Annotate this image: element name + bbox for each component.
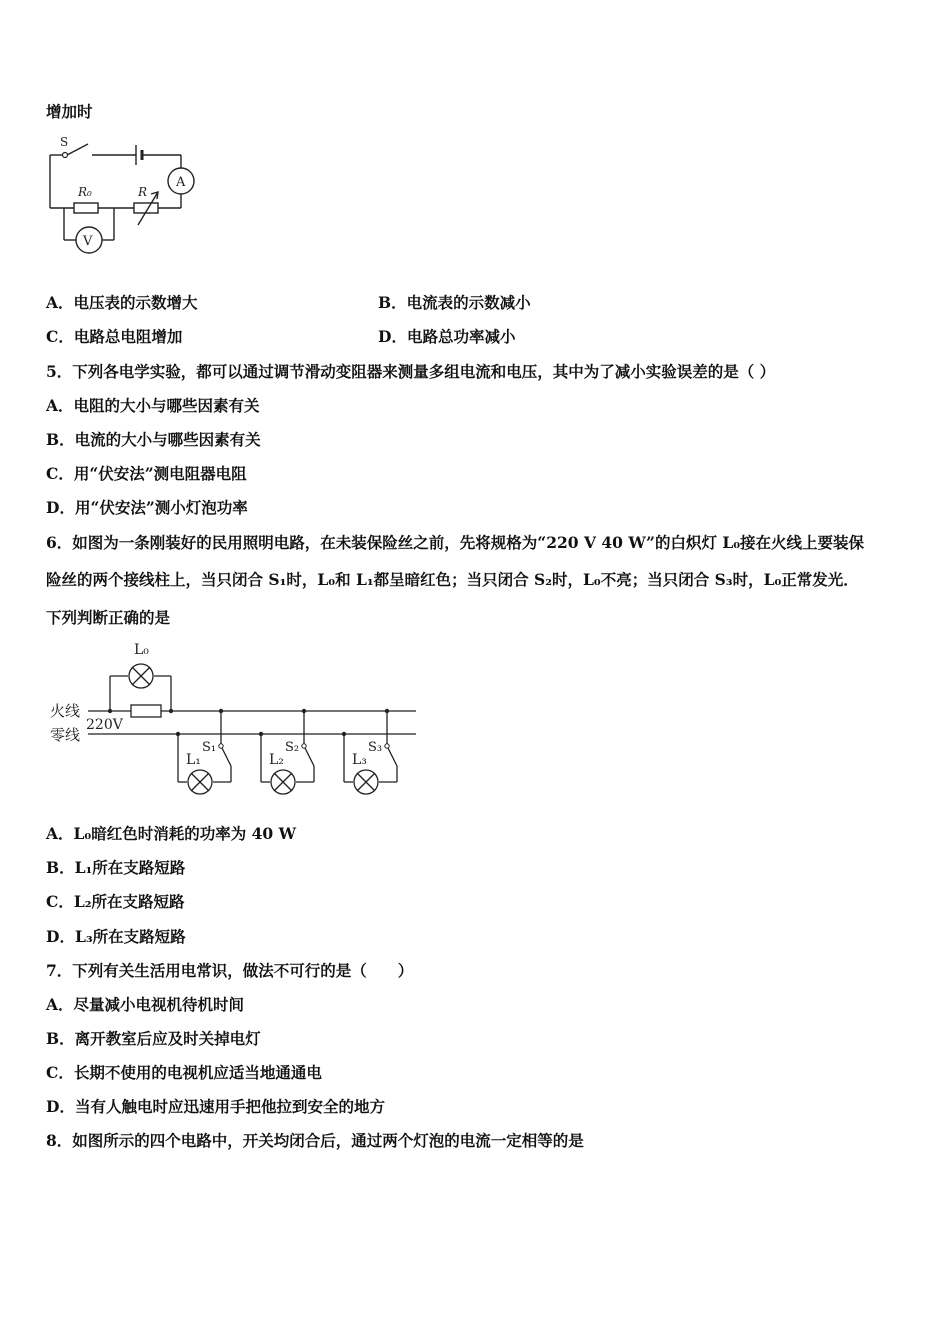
S2-label: S₂ xyxy=(285,740,300,755)
voltage-label: 220V xyxy=(86,717,123,733)
neutral-wire-label: 零线 xyxy=(50,726,81,744)
S1-label: S₁ xyxy=(202,740,217,755)
q6-stem-line3: 下列判断正确的是 xyxy=(46,608,171,627)
q5-option-b: B．电流的大小与哪些因素有关 xyxy=(46,430,261,449)
L2-label: L₂ xyxy=(269,752,284,768)
live-wire-label: 火线 xyxy=(50,702,81,720)
q4-option-c: C．电路总电阻增加 xyxy=(46,327,183,346)
q5-option-d: D．用“伏安法”测小灯泡功率 xyxy=(46,498,248,517)
branch-1 xyxy=(176,709,231,794)
q6-stem-line2: 险丝的两个接线柱上，当只闭合 S₁时，L₀和 L₁都呈暗红色；当只闭合 S₂时，L₀不亮；当只闭合 S₃时，L₀正常发光． xyxy=(46,570,859,589)
q5-option-c: C．用“伏安法”测电阻器电阻 xyxy=(46,464,247,483)
L3-label: L₃ xyxy=(352,752,367,768)
q6-option-b: B．L₁所在支路短路 xyxy=(46,858,186,877)
q7-option-d: D．当有人触电时应迅速用手把他拉到安全的地方 xyxy=(46,1097,385,1116)
q5-option-a: A．电阻的大小与哪些因素有关 xyxy=(46,396,260,415)
q5-stem: 5．下列各电学实验，都可以通过调节滑动变阻器来测量多组电流和电压，其中为了减小实验误差的是（ ） xyxy=(46,362,776,381)
q4-circuit-figure xyxy=(40,130,210,260)
ammeter-label: A xyxy=(176,175,186,190)
q6-stem-line1: 6．如图为一条刚装好的民用照明电路，在未装保险丝之前，先将规格为“220 V 40 W”的白炽灯 L₀接在火线上要装保 xyxy=(46,533,865,552)
q4-option-d: D．电路总功率减小 xyxy=(378,327,516,346)
q7-stem: 7．下列有关生活用电常识，做法不可行的是（ ） xyxy=(46,961,414,980)
q4-option-a: A．电压表的示数增大 xyxy=(46,293,198,312)
q6-option-c: C．L₂所在支路短路 xyxy=(46,892,185,911)
q7-option-a: A．尽量减小电视机待机时间 xyxy=(46,995,245,1014)
q6-option-d: D．L₃所在支路短路 xyxy=(46,927,186,946)
switch-label: S xyxy=(60,135,69,149)
q7-option-b: B．离开教室后应及时关掉电灯 xyxy=(46,1029,261,1048)
S3-label: S₃ xyxy=(368,740,383,755)
q6-wiring-figure xyxy=(46,636,426,801)
q6-option-a: A．L₀暗红色时消耗的功率为 40 W xyxy=(46,824,296,843)
q8-stem: 8．如图所示的四个电路中，开关均闭合后，通过两个灯泡的电流一定相等的是 xyxy=(46,1131,584,1150)
q4-stem-tail: 增加时 xyxy=(46,102,93,121)
branch-2 xyxy=(259,709,314,794)
r-label: R xyxy=(138,185,148,199)
voltmeter-label: V xyxy=(83,234,93,249)
L0-label: L₀ xyxy=(134,642,149,658)
L1-label: L₁ xyxy=(186,752,201,768)
q7-option-c: C．长期不使用的电视机应适当地通通电 xyxy=(46,1063,322,1082)
q4-option-b: B．电流表的示数减小 xyxy=(378,293,531,312)
branch-3 xyxy=(342,709,397,794)
r0-label: R₀ xyxy=(78,185,92,199)
